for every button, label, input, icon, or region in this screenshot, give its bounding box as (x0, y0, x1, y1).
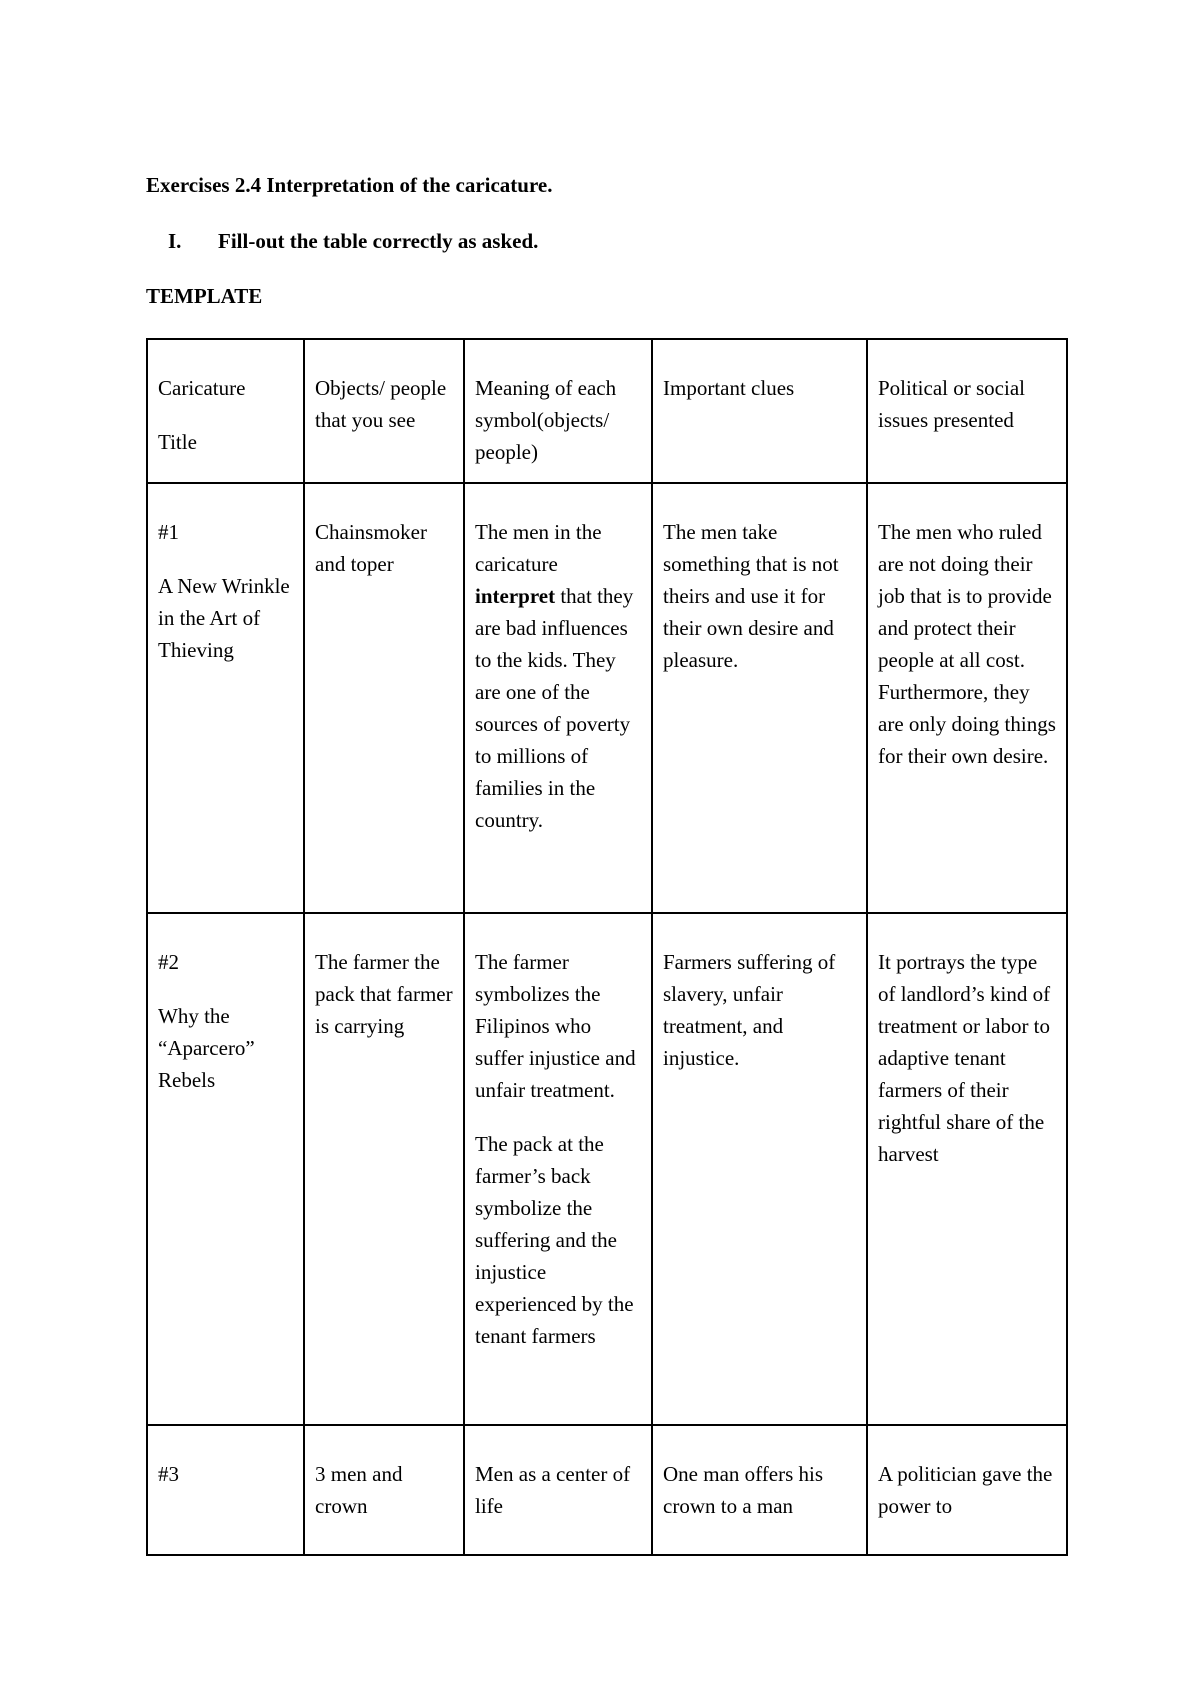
exercise-title: Exercises 2.4 Interpretation of the caricature. (146, 173, 553, 197)
instruction-line (146, 228, 538, 254)
table-header-row (147, 339, 1067, 483)
issues-cell: It portrays the type of landlord’s kind of treatment or labor to adaptive tenant farmers of their rightful share of the harvest (867, 913, 1067, 1425)
clues-cell: The men take something that is not theirs and use it for their own desire and pleasure. (652, 483, 867, 913)
caricature-title: Why the “Aparcero” Rebels (158, 1004, 255, 1092)
meaning-cell: Men as a center of life (464, 1425, 652, 1555)
caricature-cell (147, 483, 304, 913)
caricature-number: #1 (158, 520, 179, 544)
header-meaning: Meaning of each symbol(objects/ people) (464, 339, 652, 483)
caricature-cell (147, 1425, 304, 1555)
table-row (147, 913, 1067, 1425)
meaning-text-bold: interpret (475, 584, 556, 608)
header-caricature-cell (147, 339, 304, 483)
table-row (147, 1425, 1067, 1555)
caricature-title: A New Wrinkle in the Art of Thieving (158, 574, 290, 662)
caricature-number: #3 (158, 1462, 179, 1486)
table-row (147, 483, 1067, 913)
caricature-cell (147, 913, 304, 1425)
header-issues: Political or social issues presented (867, 339, 1067, 483)
header-caricature: Caricature (158, 376, 246, 400)
header-title: Title (158, 430, 197, 454)
meaning-text-pre: The men in the caricature (475, 520, 602, 576)
meaning-text-post: that they are bad influences to the kids. They are one of the sources of poverty to millions of families in the country. (475, 584, 634, 832)
meaning-paragraph-1: The farmer symbolizes the Filipinos who suffer injustice and unfair treatment. (475, 950, 636, 1102)
objects-cell: The farmer the pack that farmer is carrying (304, 913, 464, 1425)
caricature-table (146, 338, 1068, 1556)
meaning-paragraph-2: The pack at the farmer’s back symbolize the suffering and the injustice experienced by the tenant farmers (475, 1132, 634, 1348)
meaning-cell (464, 913, 652, 1425)
caricature-number: #2 (158, 950, 179, 974)
instruction-number: I. (168, 229, 182, 253)
header-clues: Important clues (652, 339, 867, 483)
clues-cell: Farmers suffering of slavery, unfair treatment, and injustice. (652, 913, 867, 1425)
instruction-text: Fill-out the table correctly as asked. (218, 229, 539, 253)
objects-cell: 3 men and crown (304, 1425, 464, 1555)
template-label: TEMPLATE (146, 284, 263, 308)
issues-cell: A politician gave the power to (867, 1425, 1067, 1555)
issues-cell: The men who ruled are not doing their job that is to provide and protect their people at all cost. Furthermore, they are only doing things for their own desire. (867, 483, 1067, 913)
clues-cell: One man offers his crown to a man (652, 1425, 867, 1555)
objects-cell: Chainsmoker and toper (304, 483, 464, 913)
meaning-cell (464, 483, 652, 913)
header-objects: Objects/ people that you see (304, 339, 464, 483)
